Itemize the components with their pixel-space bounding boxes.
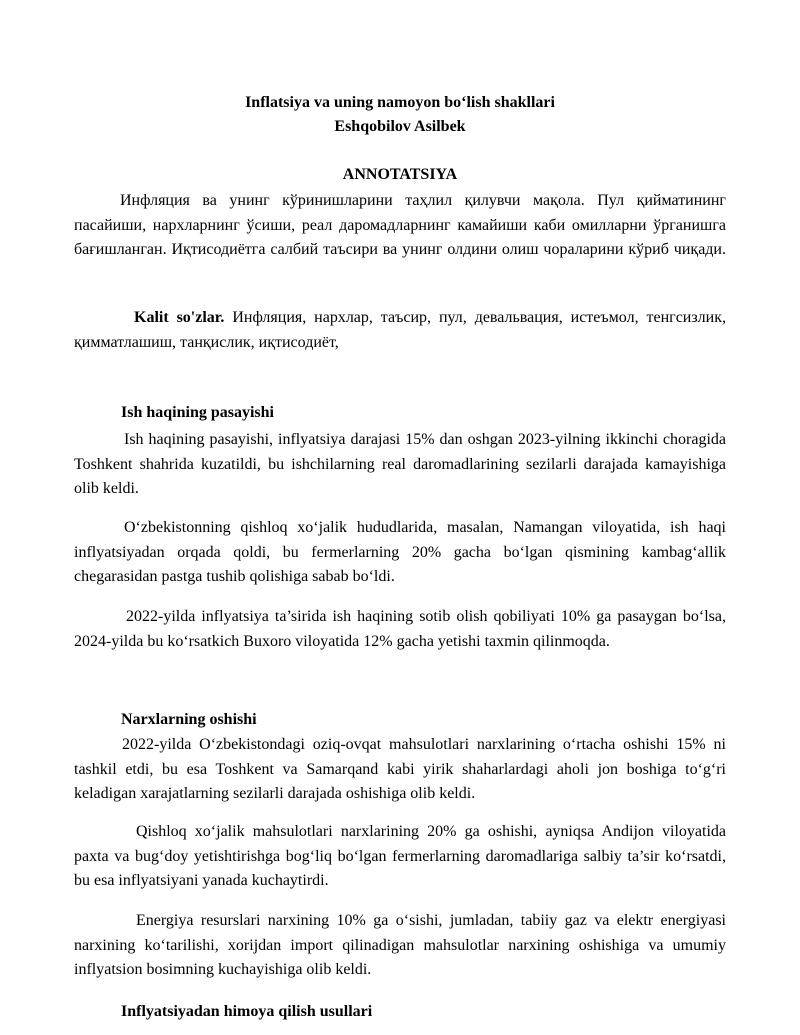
keywords-label: Kalit so'zlar.	[134, 309, 225, 326]
section-heading: Ish haqining pasayishi	[121, 404, 274, 421]
section-paragraph: Qishloq xo‘jalik mahsulotlari narxlarining 20% ga oshishi, ayniqsa Andijon viloyatida paxta va bug‘doy yetishtirishga bog‘liq bo‘lgan fermerlarning daromadlariga salbiy ta’sir ko‘rsatdi, bu esa inflyatsiyani yanada kuchaytirdi.	[74, 823, 726, 889]
keywords-paragraph	[74, 306, 726, 355]
annotation-body: Инфляция ва унинг кўринишларини таҳлил қилувчи мақола. Пул қийматининг пасайиши, нархларнинг ўсиши, реал даромадларнинг камайиши каби омилларни ўрганишга бағишланган. Иқтисодиётга салбий таъсири ва унинг олдини олиш чораларини кўриб чиқади.	[74, 192, 726, 258]
section-paragraph: Energiya resurslari narxining 10% ga o‘sishi, jumladan, tabiiy gaz va elektr energiyasi narxining ko‘tarilishi, xorijdan import qilinadigan mahsulotlar narxining oshishiga va umumiy inflyatsion bosimning kuchayishiga olib keldi.	[74, 912, 726, 978]
annotation-heading: ANNOTATSIYA	[342, 166, 458, 183]
section-paragraph: Ish haqining pasayishi, inflyatsiya darajasi 15% dan oshgan 2023-yilning ikkinchi choragida Toshkent shahrida kuzatildi, bu ishchilarning real daromadlarining sezilarli darajada kamayishiga olib keldi.	[74, 431, 726, 497]
section-heading: Inflyatsiyadan himoya qilish usullari	[121, 1003, 373, 1020]
document-title: Inflatsiya va uning namoyon bo‘lish shakllari	[245, 94, 555, 111]
keywords-text: Инфляция, нархлар, таъсир, пул, девальвация, истеъмол, тенгсизлик, қимматлашиш, танқислик, иқтисодиёт,	[74, 309, 726, 351]
section-paragraph: O‘zbekistonning qishloq xo‘jalik hududlarida, masalan, Namangan viloyatida, ish haqi inflyatsiyadan orqada qoldi, bu fermerlarning 20% gacha bo‘lgan qismining kambag‘allik chegarasidan pastga tushib qolishiga sabab bo‘ldi.	[74, 519, 726, 585]
section-paragraph: 2022-yilda inflyatsiya ta’sirida ish haqining sotib olish qobiliyati 10% ga pasaygan bo‘lsa, 2024-yilda bu ko‘rsatkich Buxoro viloyatida 12% gacha yetishi taxmin qilinmoqda.	[74, 608, 726, 650]
section-paragraph: 2022-yilda O‘zbekistondagi oziq-ovqat mahsulotlari narxlarining o‘rtacha oshishi 15% ni tashkil etdi, bu esa Toshkent va Samarqand kabi yirik shaharlardagi aholi jon boshiga to‘g‘ri keladigan xarajatlarning sezilarli darajada oshishiga olib keldi.	[74, 736, 726, 802]
author-name: Eshqobilov Asilbek	[334, 118, 466, 135]
section-heading: Narxlarning oshishi	[121, 711, 257, 728]
